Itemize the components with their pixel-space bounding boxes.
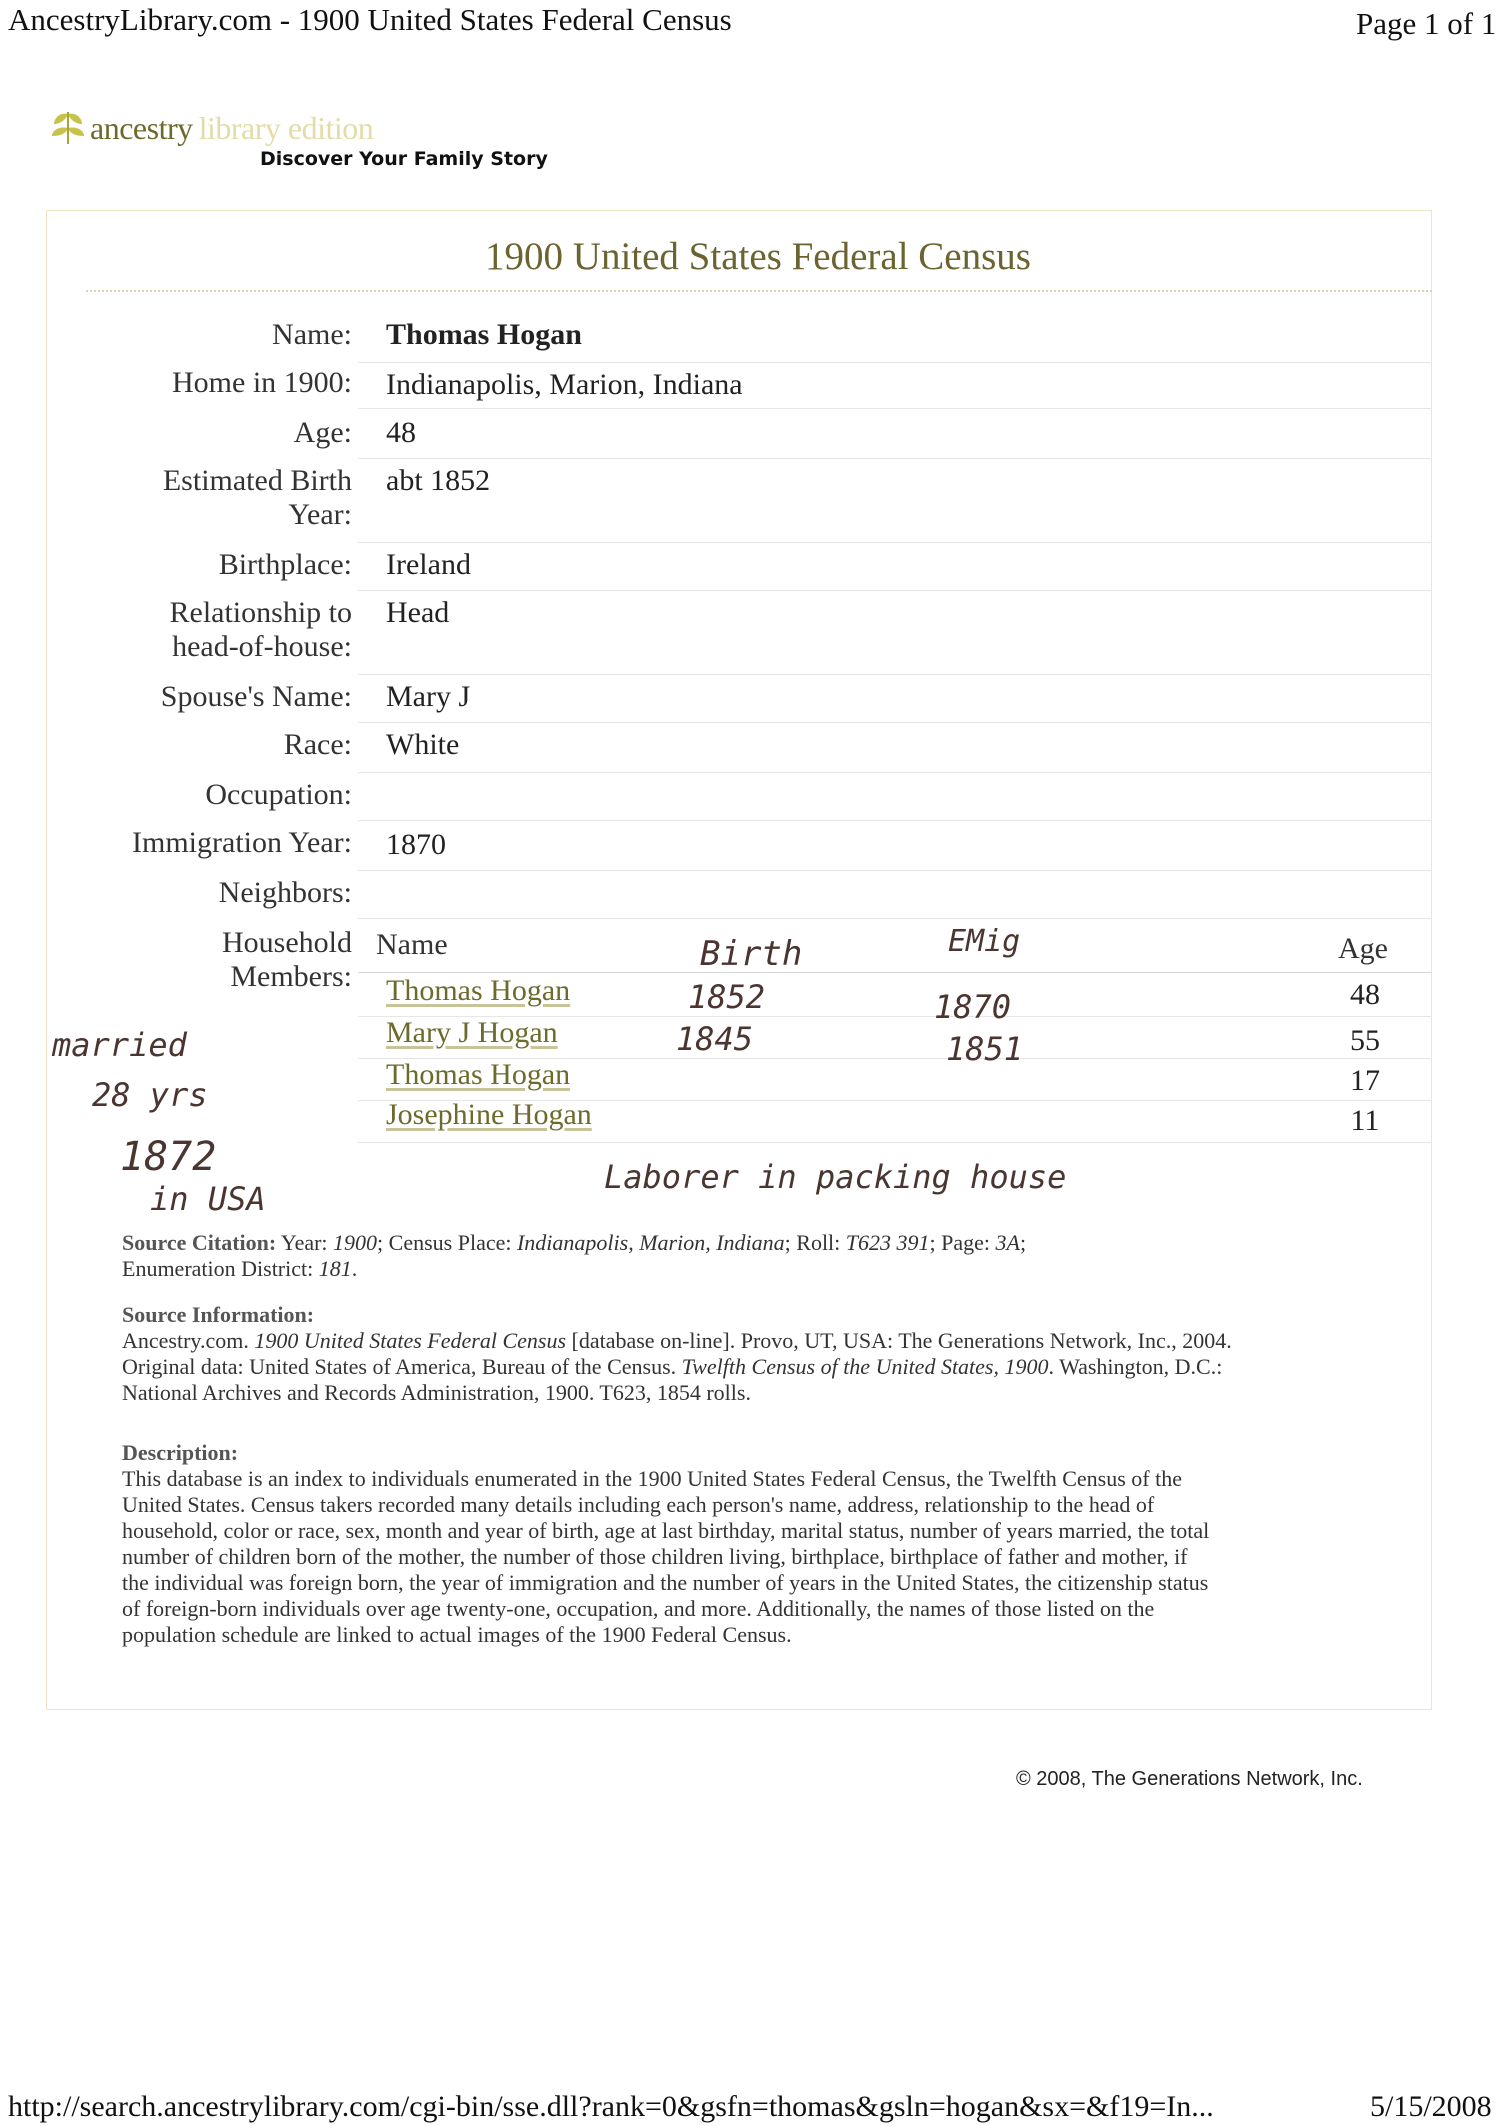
source-info-text-5: National Archives and Records Administration, 1900. T623, 1854 rolls.: [122, 1380, 751, 1405]
source-information-heading: Source Information:: [122, 1302, 315, 1327]
handwritten-birth-header: Birth: [700, 934, 803, 974]
description-line: population schedule are linked to actual images of the 1900 Federal Census.: [122, 1622, 792, 1647]
row-divider: [358, 918, 1432, 919]
field-value-name: Thomas Hogan: [386, 318, 582, 351]
handwritten-occupation-note: Laborer in packing house: [604, 1158, 1067, 1196]
description: [122, 1440, 1422, 1648]
print-header-page-number: Page 1 of 1: [1356, 6, 1497, 41]
handwritten-emig-year-2: 1851: [946, 1030, 1024, 1068]
row-divider: [358, 362, 1432, 363]
field-value-age: 48: [386, 416, 416, 449]
household-member-age: 11: [1350, 1104, 1380, 1137]
source-info-database-title: 1900 United States Federal Census: [254, 1328, 567, 1353]
tagline: Discover Your Family Story: [260, 148, 548, 170]
citation-roll: T623 391: [845, 1230, 930, 1255]
household-member-link[interactable]: Thomas Hogan: [386, 1058, 571, 1091]
field-value-birthplace: Ireland: [386, 548, 471, 581]
description-heading: Description:: [122, 1440, 239, 1465]
source-info-text-1: Ancestry.com.: [122, 1328, 249, 1353]
description-line: household, color or race, sex, month and year of birth, age at last birthday, marital status, number of years married, the total: [122, 1518, 1210, 1543]
household-member-link[interactable]: Josephine Hogan: [386, 1098, 592, 1131]
row-divider: [358, 870, 1432, 871]
field-label-occupation: Occupation:: [205, 778, 352, 811]
description-line: This database is an index to individuals enumerated in the 1900 United States Federal Census, the Twelfth Census of the: [122, 1466, 1182, 1491]
household-age-header: Age: [1338, 932, 1388, 965]
field-label-name: Name:: [272, 318, 352, 351]
print-header-title: AncestryLibrary.com - 1900 United States Federal Census: [8, 2, 732, 37]
household-member-age: 17: [1350, 1064, 1380, 1097]
handwritten-birth-year-1: 1852: [688, 978, 766, 1016]
row-divider: [358, 542, 1432, 543]
household-member-link[interactable]: Thomas Hogan: [386, 974, 571, 1007]
row-divider: [358, 1142, 1432, 1143]
citation-end: .: [351, 1256, 358, 1281]
row-divider: [358, 722, 1432, 723]
handwritten-married-note: married: [52, 1026, 187, 1064]
source-citation: [122, 1230, 1422, 1282]
field-label-immigration: Immigration Year:: [132, 826, 352, 859]
field-label-age: Age:: [293, 416, 352, 449]
logo-brand-text: ancestry: [90, 109, 193, 146]
field-label-relationship-2: head-of-house:: [172, 630, 352, 663]
household-header-divider: [358, 972, 1432, 973]
household-member-link[interactable]: Mary J Hogan: [386, 1016, 558, 1049]
field-label-birth-year-2: Year:: [288, 498, 352, 531]
handwritten-birth-year-2: 1845: [676, 1020, 754, 1058]
citation-year-label: Year:: [280, 1230, 328, 1255]
row-divider: [358, 820, 1432, 821]
source-citation-heading: Source Citation:: [122, 1230, 277, 1255]
citation-district: 181: [318, 1256, 352, 1281]
field-label-race: Race:: [283, 728, 352, 761]
field-label-neighbors: Neighbors:: [218, 876, 352, 909]
logo-edition-text: library edition: [198, 109, 374, 146]
description-line: of foreign-born individuals over age twenty-one, occupation, and more. Additionally, the names of those listed on the: [122, 1596, 1155, 1621]
field-label-relationship: Relationship to: [169, 596, 352, 629]
handwritten-in-usa-note: in USA: [150, 1180, 266, 1218]
print-footer-url: http://search.ancestrylibrary.com/cgi-bin/sse.dll?rank=0&gsfn=thomas&gsln=hogan&sx=&f19=In...: [8, 2090, 1214, 2123]
source-info-text-4: . Washington, D.C.:: [1048, 1354, 1223, 1379]
field-value-immigration: 1870: [386, 828, 446, 861]
print-footer-date: 5/15/2008: [1370, 2090, 1492, 2123]
description-line: number of children born of the mother, the number of those children living, birthplace, birthplace of father and mother, if: [122, 1544, 1188, 1569]
handwritten-emig-header: EMig: [948, 924, 1021, 959]
field-value-birth-year: abt 1852: [386, 464, 491, 497]
description-line: the individual was foreign born, the year of immigration and the number of years in the United States, the citizenship status: [122, 1570, 1209, 1595]
row-divider: [358, 590, 1432, 591]
row-divider: [358, 674, 1432, 675]
ancestry-logo[interactable]: [48, 106, 373, 150]
field-label-home: Home in 1900:: [172, 366, 352, 399]
citation-place-label: ; Census Place:: [377, 1230, 512, 1255]
citation-page: 3A: [995, 1230, 1020, 1255]
copyright-notice: © 2008, The Generations Network, Inc.: [1016, 1768, 1363, 1790]
source-info-text-2: [database on-line]. Provo, UT, USA: The Generations Network, Inc., 2004.: [571, 1328, 1232, 1353]
field-value-spouse: Mary J: [386, 680, 471, 713]
source-info-text-3: Original data: United States of America, Bureau of the Census.: [122, 1354, 677, 1379]
description-line: United States. Census takers recorded many details including each person's name, address, relationship to the head of: [122, 1492, 1155, 1517]
citation-year: 1900: [333, 1230, 378, 1255]
row-divider: [358, 772, 1432, 773]
citation-place: Indianapolis, Marion, Indiana: [516, 1230, 785, 1255]
household-member-age: 55: [1350, 1024, 1380, 1057]
title-divider: [86, 290, 1432, 292]
record-title: 1900 United States Federal Census: [485, 235, 1031, 278]
handwritten-years-married-note: 28 yrs: [92, 1076, 208, 1114]
row-divider: [358, 408, 1432, 409]
field-label-birthplace: Birthplace:: [218, 548, 352, 581]
citation-district-label: Enumeration District:: [122, 1256, 314, 1281]
leaf-icon: [48, 110, 88, 146]
field-label-birth-year: Estimated Birth: [162, 464, 352, 497]
field-label-spouse: Spouse's Name:: [160, 680, 352, 713]
household-member-age: 48: [1350, 978, 1380, 1011]
citation-separator: ;: [1019, 1230, 1027, 1255]
field-value-home: Indianapolis, Marion, Indiana: [386, 368, 743, 401]
citation-roll-label: ; Roll:: [784, 1230, 841, 1255]
field-label-household: Household: [222, 926, 352, 959]
handwritten-emig-year-1: 1870: [934, 988, 1012, 1026]
citation-page-label: ; Page:: [929, 1230, 991, 1255]
source-information: [122, 1302, 1422, 1406]
field-value-race: White: [386, 728, 460, 761]
field-label-household-2: Members:: [230, 960, 352, 993]
row-divider: [358, 458, 1432, 459]
household-name-header: Name: [376, 928, 448, 961]
source-info-census-title: Twelfth Census of the United States, 1900: [681, 1354, 1049, 1379]
field-value-relationship: Head: [386, 596, 450, 629]
handwritten-arrival-year: 1872: [120, 1134, 217, 1180]
